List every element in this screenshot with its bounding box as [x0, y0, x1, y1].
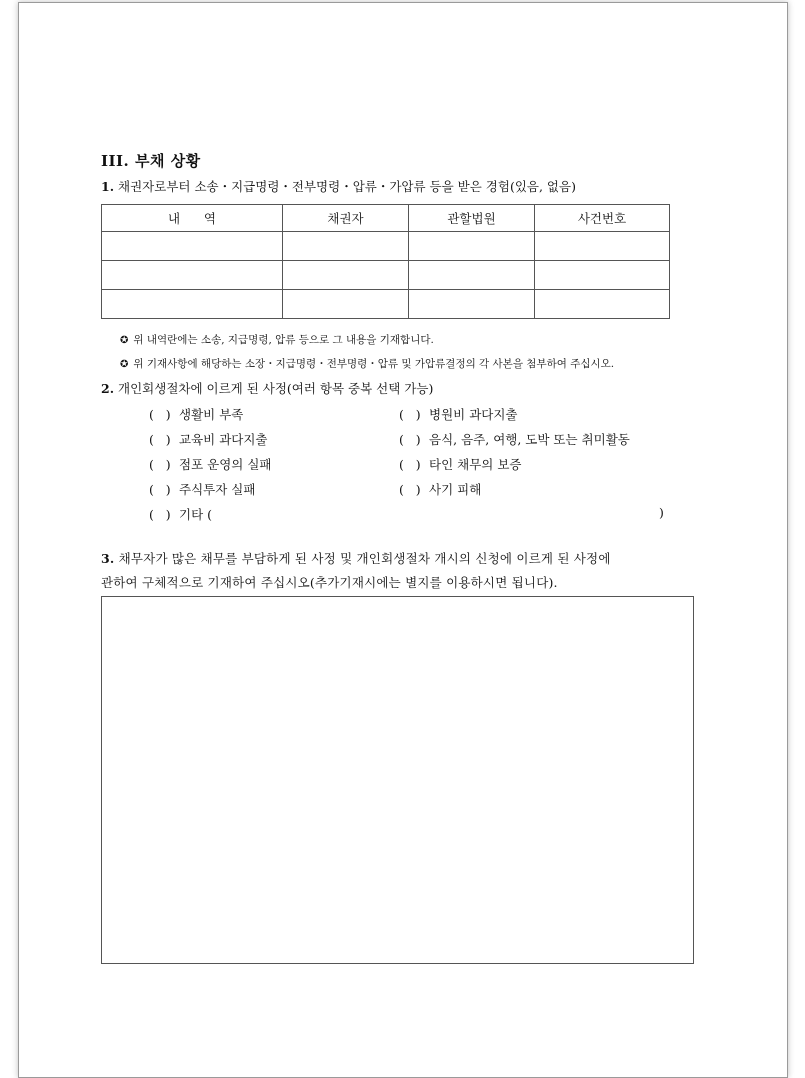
question-2-number: 2. — [101, 381, 115, 396]
option-checkbox[interactable]: ( ) — [399, 432, 421, 447]
table-row — [102, 290, 670, 319]
table-cell[interactable] — [283, 290, 409, 319]
option-checkbox[interactable]: ( ) — [399, 457, 421, 472]
note-1 — [120, 332, 434, 347]
header-case-number: 사건번호 — [535, 205, 670, 232]
table-row — [102, 261, 670, 290]
section-title: III. 부채 상황 — [101, 152, 201, 170]
star-icon: ✪ — [120, 359, 129, 370]
option-label: 생활비 부족 — [179, 407, 244, 422]
note-2-text: 위 기재사항에 해당하는 소장・지급명령・전부명령・압류 및 가압류결정의 각 사본을 첨부하여 주십시오. — [133, 358, 615, 370]
table-header-row — [102, 205, 670, 232]
option-stock-failure[interactable] — [149, 480, 255, 498]
answer-textarea[interactable] — [101, 596, 694, 964]
option-label: 주식투자 실패 — [179, 482, 256, 497]
question-3-line-2: 관하여 구체적으로 기재하여 주십시오(추가기재시에는 별지를 이용하시면 됩니다). — [101, 575, 558, 590]
option-other[interactable] — [149, 505, 212, 523]
option-store-failure[interactable] — [149, 455, 271, 473]
option-checkbox[interactable]: ( ) — [399, 407, 421, 422]
option-education-costs[interactable] — [149, 430, 268, 448]
option-checkbox[interactable]: ( ) — [149, 482, 171, 497]
option-label: 교육비 과다지출 — [179, 432, 268, 447]
table-cell[interactable] — [283, 261, 409, 290]
table-cell[interactable] — [535, 261, 670, 290]
table-cell[interactable] — [102, 261, 283, 290]
header-court: 관할법원 — [409, 205, 535, 232]
header-creditor: 채권자 — [283, 205, 409, 232]
note-1-text: 위 내역란에는 소송, 지급명령, 압류 등으로 그 내용을 기재합니다. — [133, 334, 434, 346]
question-2 — [101, 379, 433, 397]
note-2 — [120, 356, 614, 371]
option-label: 기타 ( — [179, 507, 213, 522]
table-cell[interactable] — [535, 232, 670, 261]
option-label: 사기 피해 — [429, 482, 482, 497]
table-cell[interactable] — [102, 232, 283, 261]
option-checkbox[interactable]: ( ) — [149, 432, 171, 447]
option-guarantee[interactable] — [399, 455, 521, 473]
option-label: 음식, 음주, 여행, 도박 또는 취미활동 — [429, 432, 630, 447]
question-3-text: 채무자가 많은 채무를 부담하게 된 사정 및 개인회생절차 개시의 신청에 이르게 된 사정에 — [114, 551, 611, 566]
option-checkbox[interactable]: ( ) — [399, 482, 421, 497]
table-cell[interactable] — [409, 290, 535, 319]
option-medical-costs[interactable] — [399, 405, 518, 423]
question-1-number: 1. — [101, 179, 115, 194]
option-label: 타인 채무의 보증 — [429, 457, 522, 472]
lawsuit-table — [101, 204, 670, 319]
table-cell[interactable] — [283, 232, 409, 261]
option-checkbox[interactable]: ( ) — [149, 457, 171, 472]
option-checkbox[interactable]: ( ) — [149, 407, 171, 422]
option-checkbox[interactable]: ( ) — [149, 507, 171, 522]
question-2-text: 개인회생절차에 이르게 된 사정(여러 항목 중복 선택 가능) — [114, 381, 434, 396]
star-icon: ✪ — [120, 335, 129, 346]
option-leisure[interactable] — [399, 430, 630, 448]
option-label: 점포 운영의 실패 — [179, 457, 272, 472]
table-row — [102, 232, 670, 261]
option-fraud[interactable] — [399, 480, 481, 498]
question-3-line-1 — [101, 549, 611, 567]
table-cell[interactable] — [409, 261, 535, 290]
table-cell[interactable] — [102, 290, 283, 319]
question-1 — [101, 177, 576, 195]
option-label: 병원비 과다지출 — [429, 407, 518, 422]
option-living-costs[interactable] — [149, 405, 243, 423]
option-other-close: ) — [659, 505, 664, 520]
question-3-number: 3. — [101, 551, 115, 566]
table-cell[interactable] — [535, 290, 670, 319]
header-details: 내 역 — [102, 205, 283, 232]
question-1-text: 채권자로부터 소송・지급명령・전부명령・압류・가압류 등을 받은 경험(있음, 없음) — [114, 179, 576, 194]
table-cell[interactable] — [409, 232, 535, 261]
